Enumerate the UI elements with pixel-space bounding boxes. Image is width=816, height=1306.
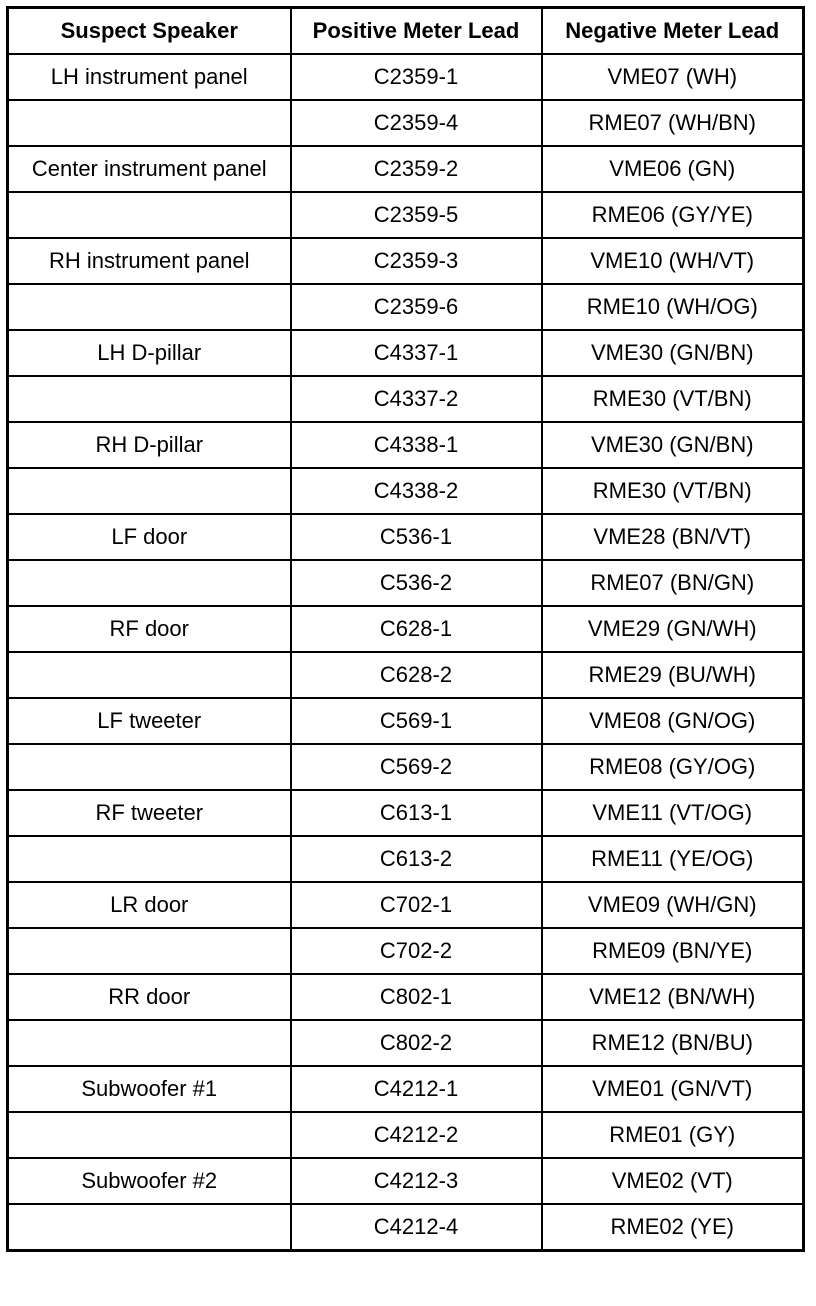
table-row bbox=[8, 1066, 804, 1112]
suspect-speaker-cell bbox=[8, 284, 291, 330]
negative-lead-cell: VME06 (GN) bbox=[542, 146, 804, 192]
suspect-speaker-cell bbox=[8, 928, 291, 974]
header-negative-meter-lead: Negative Meter Lead bbox=[542, 8, 804, 55]
positive-lead-cell: C2359-3 bbox=[291, 238, 542, 284]
table-row bbox=[8, 284, 804, 330]
negative-lead-cell: RME30 (VT/BN) bbox=[542, 468, 804, 514]
positive-lead-cell: C4338-1 bbox=[291, 422, 542, 468]
positive-lead-cell: C4337-1 bbox=[291, 330, 542, 376]
positive-lead-cell: C702-1 bbox=[291, 882, 542, 928]
table-row bbox=[8, 744, 804, 790]
suspect-speaker-cell: RF door bbox=[8, 606, 291, 652]
negative-lead-cell: VME02 (VT) bbox=[542, 1158, 804, 1204]
negative-lead-cell: VME07 (WH) bbox=[542, 54, 804, 100]
table-row bbox=[8, 1158, 804, 1204]
negative-lead-cell: VME11 (VT/OG) bbox=[542, 790, 804, 836]
negative-lead-cell: VME08 (GN/OG) bbox=[542, 698, 804, 744]
suspect-speaker-cell: LF door bbox=[8, 514, 291, 560]
table-row bbox=[8, 1020, 804, 1066]
table-row bbox=[8, 376, 804, 422]
negative-lead-cell: RME02 (YE) bbox=[542, 1204, 804, 1251]
suspect-speaker-cell bbox=[8, 100, 291, 146]
table-row bbox=[8, 146, 804, 192]
negative-lead-cell: RME08 (GY/OG) bbox=[542, 744, 804, 790]
suspect-speaker-cell bbox=[8, 376, 291, 422]
suspect-speaker-cell: RR door bbox=[8, 974, 291, 1020]
positive-lead-cell: C4212-2 bbox=[291, 1112, 542, 1158]
positive-lead-cell: C802-2 bbox=[291, 1020, 542, 1066]
positive-lead-cell: C2359-5 bbox=[291, 192, 542, 238]
table-body bbox=[8, 54, 804, 1251]
suspect-speaker-cell: RH D-pillar bbox=[8, 422, 291, 468]
suspect-speaker-cell bbox=[8, 836, 291, 882]
positive-lead-cell: C628-2 bbox=[291, 652, 542, 698]
speaker-test-table bbox=[6, 6, 805, 1252]
positive-lead-cell: C2359-2 bbox=[291, 146, 542, 192]
table-row bbox=[8, 238, 804, 284]
table-row bbox=[8, 422, 804, 468]
table-row bbox=[8, 1112, 804, 1158]
negative-lead-cell: RME11 (YE/OG) bbox=[542, 836, 804, 882]
negative-lead-cell: VME09 (WH/GN) bbox=[542, 882, 804, 928]
negative-lead-cell: RME09 (BN/YE) bbox=[542, 928, 804, 974]
positive-lead-cell: C2359-1 bbox=[291, 54, 542, 100]
negative-lead-cell: RME07 (WH/BN) bbox=[542, 100, 804, 146]
table-row bbox=[8, 928, 804, 974]
table-row bbox=[8, 330, 804, 376]
negative-lead-cell: RME29 (BU/WH) bbox=[542, 652, 804, 698]
positive-lead-cell: C4212-3 bbox=[291, 1158, 542, 1204]
table-row bbox=[8, 1204, 804, 1251]
suspect-speaker-cell bbox=[8, 1204, 291, 1251]
suspect-speaker-cell: Subwoofer #2 bbox=[8, 1158, 291, 1204]
table-row bbox=[8, 790, 804, 836]
positive-lead-cell: C613-2 bbox=[291, 836, 542, 882]
table-row bbox=[8, 54, 804, 100]
table-row bbox=[8, 698, 804, 744]
positive-lead-cell: C613-1 bbox=[291, 790, 542, 836]
positive-lead-cell: C702-2 bbox=[291, 928, 542, 974]
suspect-speaker-cell bbox=[8, 192, 291, 238]
suspect-speaker-cell: Subwoofer #1 bbox=[8, 1066, 291, 1112]
negative-lead-cell: VME30 (GN/BN) bbox=[542, 330, 804, 376]
header-suspect-speaker: Suspect Speaker bbox=[8, 8, 291, 55]
table-header bbox=[8, 8, 804, 55]
negative-lead-cell: RME06 (GY/YE) bbox=[542, 192, 804, 238]
negative-lead-cell: VME12 (BN/WH) bbox=[542, 974, 804, 1020]
table-row bbox=[8, 606, 804, 652]
positive-lead-cell: C536-2 bbox=[291, 560, 542, 606]
table-row bbox=[8, 652, 804, 698]
suspect-speaker-cell bbox=[8, 1112, 291, 1158]
suspect-speaker-cell bbox=[8, 468, 291, 514]
header-positive-meter-lead: Positive Meter Lead bbox=[291, 8, 542, 55]
positive-lead-cell: C802-1 bbox=[291, 974, 542, 1020]
table-row bbox=[8, 560, 804, 606]
negative-lead-cell: RME12 (BN/BU) bbox=[542, 1020, 804, 1066]
positive-lead-cell: C4212-4 bbox=[291, 1204, 542, 1251]
suspect-speaker-cell bbox=[8, 744, 291, 790]
suspect-speaker-cell: LH D-pillar bbox=[8, 330, 291, 376]
suspect-speaker-cell: LH instrument panel bbox=[8, 54, 291, 100]
positive-lead-cell: C4212-1 bbox=[291, 1066, 542, 1112]
header-row bbox=[8, 8, 804, 55]
suspect-speaker-cell bbox=[8, 560, 291, 606]
suspect-speaker-cell: RH instrument panel bbox=[8, 238, 291, 284]
negative-lead-cell: RME10 (WH/OG) bbox=[542, 284, 804, 330]
positive-lead-cell: C569-1 bbox=[291, 698, 542, 744]
table-row bbox=[8, 836, 804, 882]
table-row bbox=[8, 468, 804, 514]
positive-lead-cell: C628-1 bbox=[291, 606, 542, 652]
negative-lead-cell: VME29 (GN/WH) bbox=[542, 606, 804, 652]
table-row bbox=[8, 100, 804, 146]
negative-lead-cell: VME30 (GN/BN) bbox=[542, 422, 804, 468]
table-row bbox=[8, 192, 804, 238]
positive-lead-cell: C536-1 bbox=[291, 514, 542, 560]
table-row bbox=[8, 514, 804, 560]
negative-lead-cell: RME30 (VT/BN) bbox=[542, 376, 804, 422]
negative-lead-cell: VME28 (BN/VT) bbox=[542, 514, 804, 560]
positive-lead-cell: C2359-6 bbox=[291, 284, 542, 330]
table-row bbox=[8, 882, 804, 928]
positive-lead-cell: C569-2 bbox=[291, 744, 542, 790]
suspect-speaker-cell: Center instrument panel bbox=[8, 146, 291, 192]
negative-lead-cell: VME01 (GN/VT) bbox=[542, 1066, 804, 1112]
negative-lead-cell: RME07 (BN/GN) bbox=[542, 560, 804, 606]
positive-lead-cell: C4338-2 bbox=[291, 468, 542, 514]
negative-lead-cell: RME01 (GY) bbox=[542, 1112, 804, 1158]
positive-lead-cell: C4337-2 bbox=[291, 376, 542, 422]
positive-lead-cell: C2359-4 bbox=[291, 100, 542, 146]
negative-lead-cell: VME10 (WH/VT) bbox=[542, 238, 804, 284]
suspect-speaker-cell: LF tweeter bbox=[8, 698, 291, 744]
table-row bbox=[8, 974, 804, 1020]
suspect-speaker-cell: LR door bbox=[8, 882, 291, 928]
suspect-speaker-cell: RF tweeter bbox=[8, 790, 291, 836]
suspect-speaker-cell bbox=[8, 1020, 291, 1066]
suspect-speaker-cell bbox=[8, 652, 291, 698]
